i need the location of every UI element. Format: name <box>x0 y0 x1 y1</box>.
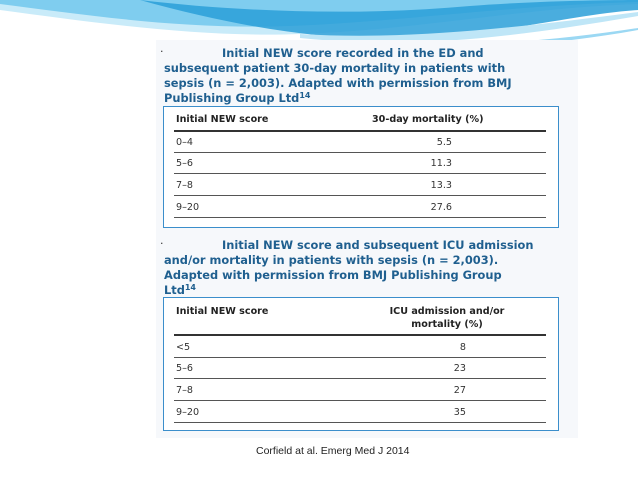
table1-caption <box>160 42 562 106</box>
table2-caption-line: Ltd <box>164 283 185 297</box>
table2-caption-line: Adapted with permission from BMJ Publishing Group <box>164 268 502 282</box>
table1-caption-line: subsequent patient 30-day mortality in patients with <box>164 61 506 75</box>
table2-header-outcome-line2: mortality (%) <box>411 319 483 330</box>
table1-caption-line: Publishing Group Ltd <box>164 91 300 105</box>
table1-caption-sup: 14 <box>299 91 311 100</box>
table2-row-value: 27 <box>453 385 466 396</box>
table2-row-value: 35 <box>453 407 466 418</box>
table2-header-rule <box>174 334 546 336</box>
table1-row-value: 27.6 <box>430 202 452 213</box>
table1-caption-bullet: . <box>160 42 164 55</box>
table1-row-value: 5.5 <box>436 137 452 148</box>
table2-caption-bullet: . <box>160 234 164 247</box>
table2-caption-sup: 14 <box>184 283 196 292</box>
table1-row-score: 5–6 <box>176 158 194 169</box>
table1-row-value: 11.3 <box>430 158 452 169</box>
table2 <box>163 297 559 431</box>
table1-row-score: 7–8 <box>176 180 194 191</box>
table1-row-value: 13.3 <box>430 180 452 191</box>
table2-row-score: 9–20 <box>176 407 200 418</box>
citation-footer: Corfield at al. Emerg Med J 2014 <box>256 445 410 457</box>
table2-row-value: 23 <box>453 363 466 374</box>
table1-caption-line: sepsis (n = 2,003). Adapted with permission from BMJ <box>164 76 512 90</box>
table2-row-score: 5–6 <box>176 363 194 374</box>
table2-caption-line: Initial NEW score and subsequent ICU admission <box>222 238 534 252</box>
table1-row-rule <box>174 173 546 174</box>
table2-caption-line: and/or mortality in patients with sepsis (n = 2,003). <box>164 253 499 267</box>
table1 <box>163 106 559 228</box>
table2-caption <box>160 234 562 298</box>
table1-row-score: 0–4 <box>176 137 194 148</box>
table2-row-score: 7–8 <box>176 385 194 396</box>
table2-row-rule <box>174 378 546 379</box>
table2-row-score: <5 <box>176 342 191 353</box>
table1-caption-line: Initial NEW score recorded in the ED and <box>222 46 484 60</box>
table1-row-rule <box>174 195 546 196</box>
table2-row-rule <box>174 400 546 401</box>
table2-header-outcome-line1: ICU admission and/or <box>389 306 505 317</box>
table2-row-rule <box>174 357 546 358</box>
table1-header-mortality: 30-day mortality (%) <box>372 114 484 125</box>
table1-row-rule <box>174 217 546 218</box>
table1-row-score: 9–20 <box>176 202 200 213</box>
table2-row-value: 8 <box>459 342 466 353</box>
table1-header-rule <box>174 130 546 132</box>
table2-row-rule <box>174 422 546 423</box>
table1-header-score: Initial NEW score <box>176 114 269 125</box>
table2-header-score: Initial NEW score <box>176 306 269 317</box>
table1-row-rule <box>174 152 546 153</box>
